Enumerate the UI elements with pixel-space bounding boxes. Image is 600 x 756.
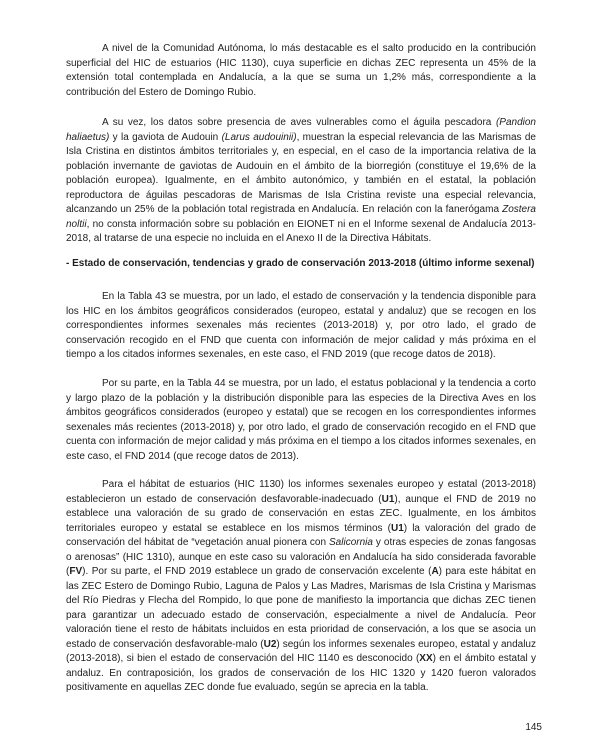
species-name-pandion: (Pandion haliaetus) (66, 117, 536, 143)
species-name-zostera: Zostera noltii (66, 204, 536, 230)
status-code-a: A (431, 566, 439, 577)
paragraph-hic-estuarios-contribution: A nivel de la Comunidad Autónoma, lo más destacable es el salto producido en la contribución superficial del HIC de estuarios (HIC 1130), cuya superficie en dichas ZEC representa un 45% de la extensión total contemplada en Andalucía, a la que se suma un 1,2% más, correspondiente a la contribución del Estero de Domingo Rubio. (66, 43, 536, 98)
paragraph-tabla-43: En la Tabla 43 se muestra, por un lado, el estado de conservación y la tendencia disponible para los HIC en los ámbitos geográficos considerados (europeo, estatal y andaluz) que se recogen en los correspondientes informes sexenales más recientes (2013-2018) y, por otro lado, el grado de conservación recogido en el FND que cuenta con información de mejor calidad y más próxima en el tiempo a los citados informes sexenales, en este caso, el FND 2019 (que recoge datos de 2018). (66, 291, 536, 360)
page-number: 145 (525, 722, 542, 733)
status-code-u2: U2 (263, 638, 277, 650)
species-name-larus: (Larus audouinii) (221, 131, 297, 143)
status-code-u1: U1 (381, 493, 395, 505)
status-code-u1: U1 (390, 522, 404, 534)
paragraph-habitat-estuarios: Para el hábitat de estuarios (HIC 1130) los informes sexenales europeo y estatal (2013-2018) establecieron un estado de conservación desfavorable-inadecuado (U1), aunque el FND de 2019 no establece una valoración de su grado de conservación en estas ZEC. Igualmente, en los ámbitos territoriales europeo y estatal se establece en los mismos términos (U1) la valoración del grado de conservación del hábitat de “vegetación anual pionera con Salicornia y otras especies de zonas fangosas o arenosas” (HIC 1310), aunque en este caso su valoración en Andalucía ha sido considerada favorable (FV). Por su parte, el FND 2019 establece un grado de conservación excelente (A) para este hábitat en las ZEC Estero de Domingo Rubio, Laguna de Palos y Las Madres, Marismas de Isla Cristina y Marismas del Río Piedras y Flecha del Rompido, lo que pone de manifiesto la importancia que dichas ZEC tienen para garantizar un adecuado estado de conservación, especialmente a nivel de Andalucía. Peor valoración tiene el resto de hábitats incluidos en esta prioridad de conservación, a los que se asocia un estado de conservación desfavorable-malo (U2) según los informes sexenales europeo, estatal y andaluz (2013-2018), si bien el estado de conservación del HIC 1140 es desconocido (XX) en el ámbito estatal y andaluz. En contraposición, los grados de conservación de los HIC 1320 y 1420 fueron valorados positivamente en aquellas ZEC donde fue evaluado, según se aprecia en la tabla. (66, 479, 536, 693)
section-heading: - Estado de conservación, tendencias y grado de conservación 2013-2018 (último informe sexenal) (66, 258, 535, 269)
genus-name-salicornia: Salicornia (329, 537, 373, 548)
paragraph-aves-vulnerables: A su vez, los datos sobre presencia de aves vulnerables como el águila pescadora (Pandion haliaetus) y la gaviota de Audouin (Larus audouinii), muestran la especial relevancia de las Marismas de Isla Cristina en distintos ámbitos territoriales y, en especial, en el caso de la importancia relativa de la población invernante de gaviotas de Audouin en el ámbito de la biorregión (constituye el 19,6% de la población europea). Igualmente, en el ámbito autonómico, y también en el estatal, la población reproductora de águilas pescadoras de Marismas de Isla Cristina reviste una especial relevancia, alcanzando un 25% de la población total registrada en Andalucía. En relación con la fanerógama Zostera noltii, no consta información sobre su población en EIONET ni en el Informe sexenal de Andalucía 2013-2018, al tratarse de una especie no incluida en el Anexo II de la Directiva Hábitats. (66, 117, 536, 244)
status-code-xx: XX (419, 653, 433, 664)
paragraph-tabla-44: Por su parte, en la Tabla 44 se muestra, por un lado, el estatus poblacional y la tendencia a corto y largo plazo de la población y la distribución disponible para las especies de la Directiva Aves en los ámbitos geográficos considerados (europeo y estatal) que se recogen en los correspondientes informes sexenales más recientes (2013-2018) y, por otro lado, el grado de conservación recogido en el FND que cuenta con información de mejor calidad y más próxima en el tiempo a los citados informes sexenales, en este caso, el FND 2014 (que recoge datos de 2013). (66, 378, 536, 462)
status-code-fv: FV (69, 566, 83, 577)
